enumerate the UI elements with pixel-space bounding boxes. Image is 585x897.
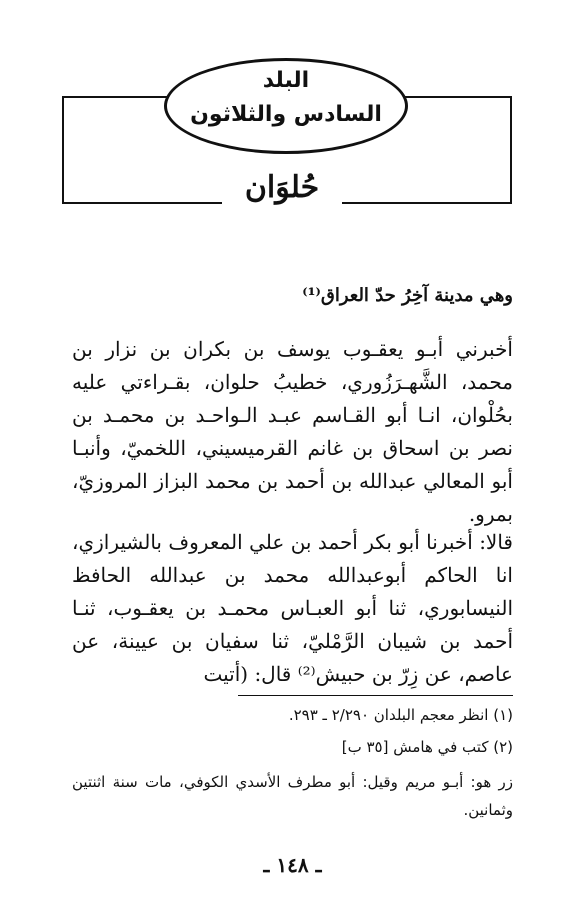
oval-heading: البلد [262, 68, 310, 93]
paragraph-2: قالا: أخبرنا أبو بكر أحمد بن علي المعروف بالشيرازي، انا الحاكم أبوعبدالله محمد بن عبدالله الحافظ النيسابوري، ثنا أبو العبـاس محمـد بن يعقـوب، ثنـا أحمد بن شيبان الرَّمْليّ، ثنا سفيان بن عيينة، عن عاصم، عن زِرّ بن حبيش⁽²⁾ قال: (أتيت [72, 530, 513, 686]
frame-top-right-line [404, 96, 512, 98]
paragraph-1: أخبرني أبـو يعقـوب يوسف بن بكران بن نزار بن محمد، الشَّهـرَزُوري، خطيبُ حلوان، بقـراءتي عليه بحُلْوان، انـا أبو القـاسم عبـد الـواحـد بن محمـد بن نصر بن اسحاق بن غانم القرميسيني، اللخميّ، وأنبـا أبو المعالي عبدالله بن أحمد بن محمد البزاز المروزيّ، بمرو. [72, 337, 513, 526]
footnote-2: (٢) كتب في هامش [٣٥ ب] [341, 738, 513, 756]
footnote-2-note: زر هو: أبـو مريم وقيل: أبو مطرف الأسدي الكوفي، مات سنة اثنتين وثمانين. [72, 773, 513, 819]
chapter-subtitle: وهي مدينة آخِرُ حدّ العراق⁽¹⁾ [302, 285, 513, 306]
oval-chapter-number: السادس والثلاثون [190, 102, 382, 127]
chapter-title: حُلوَان [244, 170, 320, 205]
page-number: ـ ١٤٨ ـ [263, 853, 322, 877]
footnote-1: (١) انظر معجم البلدان ٢/٢٩٠ ـ ٢٩٣. [288, 706, 513, 724]
frame-top-left-line [62, 96, 170, 98]
footnote-divider [238, 695, 513, 696]
